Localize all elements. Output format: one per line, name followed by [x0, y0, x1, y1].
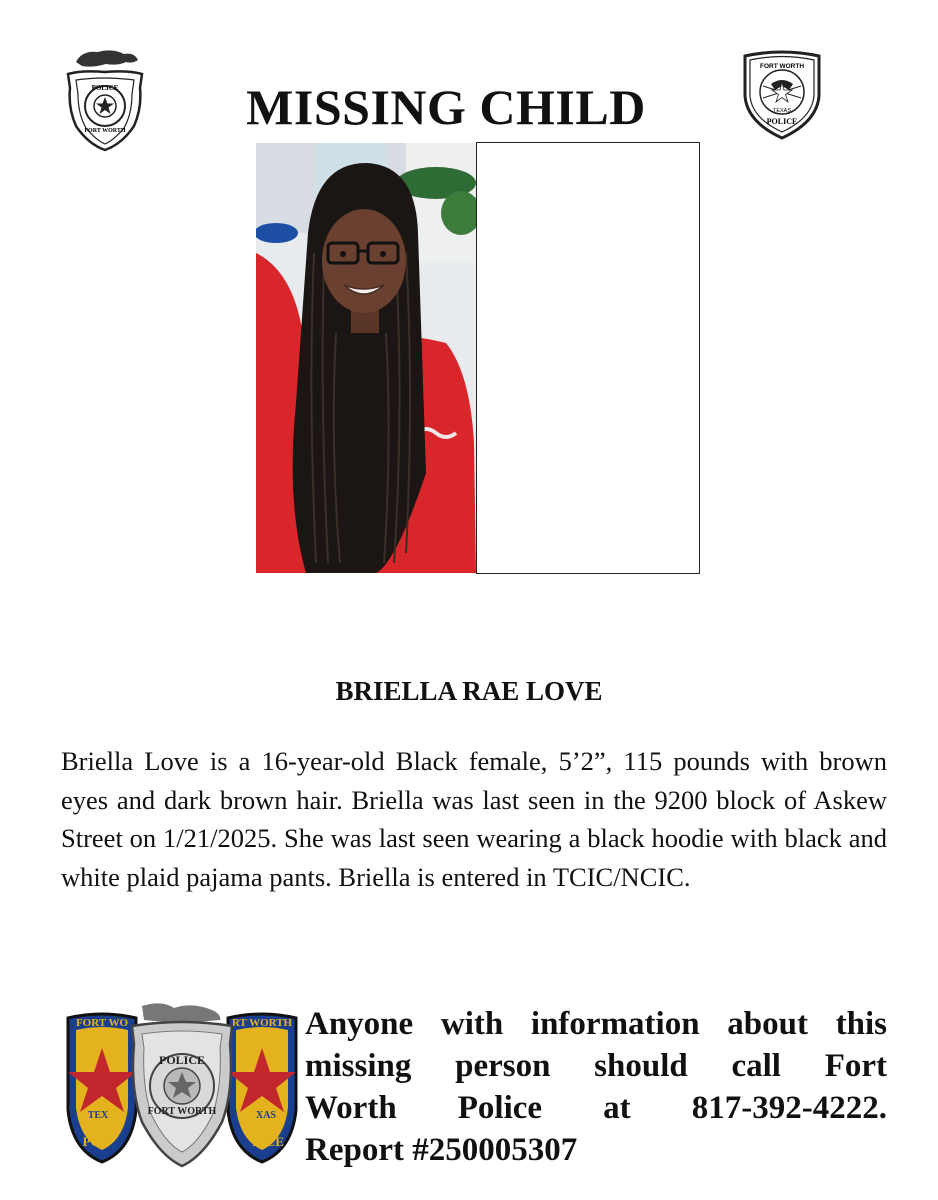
seal-top-text: FORT WORTH [759, 63, 805, 70]
patch-right-bottom-text: LICE [252, 1134, 284, 1149]
child-photo-illustration [256, 143, 476, 573]
page-title: MISSING CHILD [246, 79, 646, 135]
police-seal-icon [741, 46, 823, 140]
missing-person-name: BRIELLA RAE LOVE [335, 676, 603, 706]
patch-left-bottom-text: POL [82, 1134, 110, 1149]
patch-left-mid-text: TEX [87, 1110, 109, 1121]
patch-left-top-text: FORT WO [75, 1017, 129, 1029]
patch-badge-top-text: POLICE [158, 1053, 206, 1067]
photo-placeholder-frame [476, 142, 700, 574]
police-patch-icon [62, 1000, 302, 1170]
contact-line-3: Worth Police at 817-392-4222. [305, 1090, 887, 1126]
left-badge-top-text: POLICE [91, 84, 119, 92]
contact-line-4: Report #250005307 [305, 1132, 578, 1168]
seal-bottom-text: POLICE [766, 117, 798, 126]
contact-information [305, 1003, 887, 1171]
patch-right-mid-text: XAS [255, 1110, 277, 1121]
left-badge-bottom-text: FORT WORTH [84, 128, 126, 134]
patch-badge-bottom-text: FORT WORTH [147, 1106, 217, 1117]
patch-right-top-text: RT WORTH [231, 1017, 293, 1029]
seal-mid-text: TEXAS [772, 108, 792, 114]
child-photo [256, 143, 476, 573]
description-paragraph: Briella Love is a 16-year-old Black female, 5’2”, 115 pounds with brown eyes and dark brown hair. Briella was last seen in the 9200 block of Askew Street on 1/21/2025. She was last seen wearing a black hoodie with black and white plaid pajama pants. Briella is entered in TCIC/NCIC. [61, 746, 887, 892]
contact-line-1: Anyone with information about this [305, 1006, 887, 1042]
contact-line-2: missing person should call Fort [305, 1048, 887, 1084]
